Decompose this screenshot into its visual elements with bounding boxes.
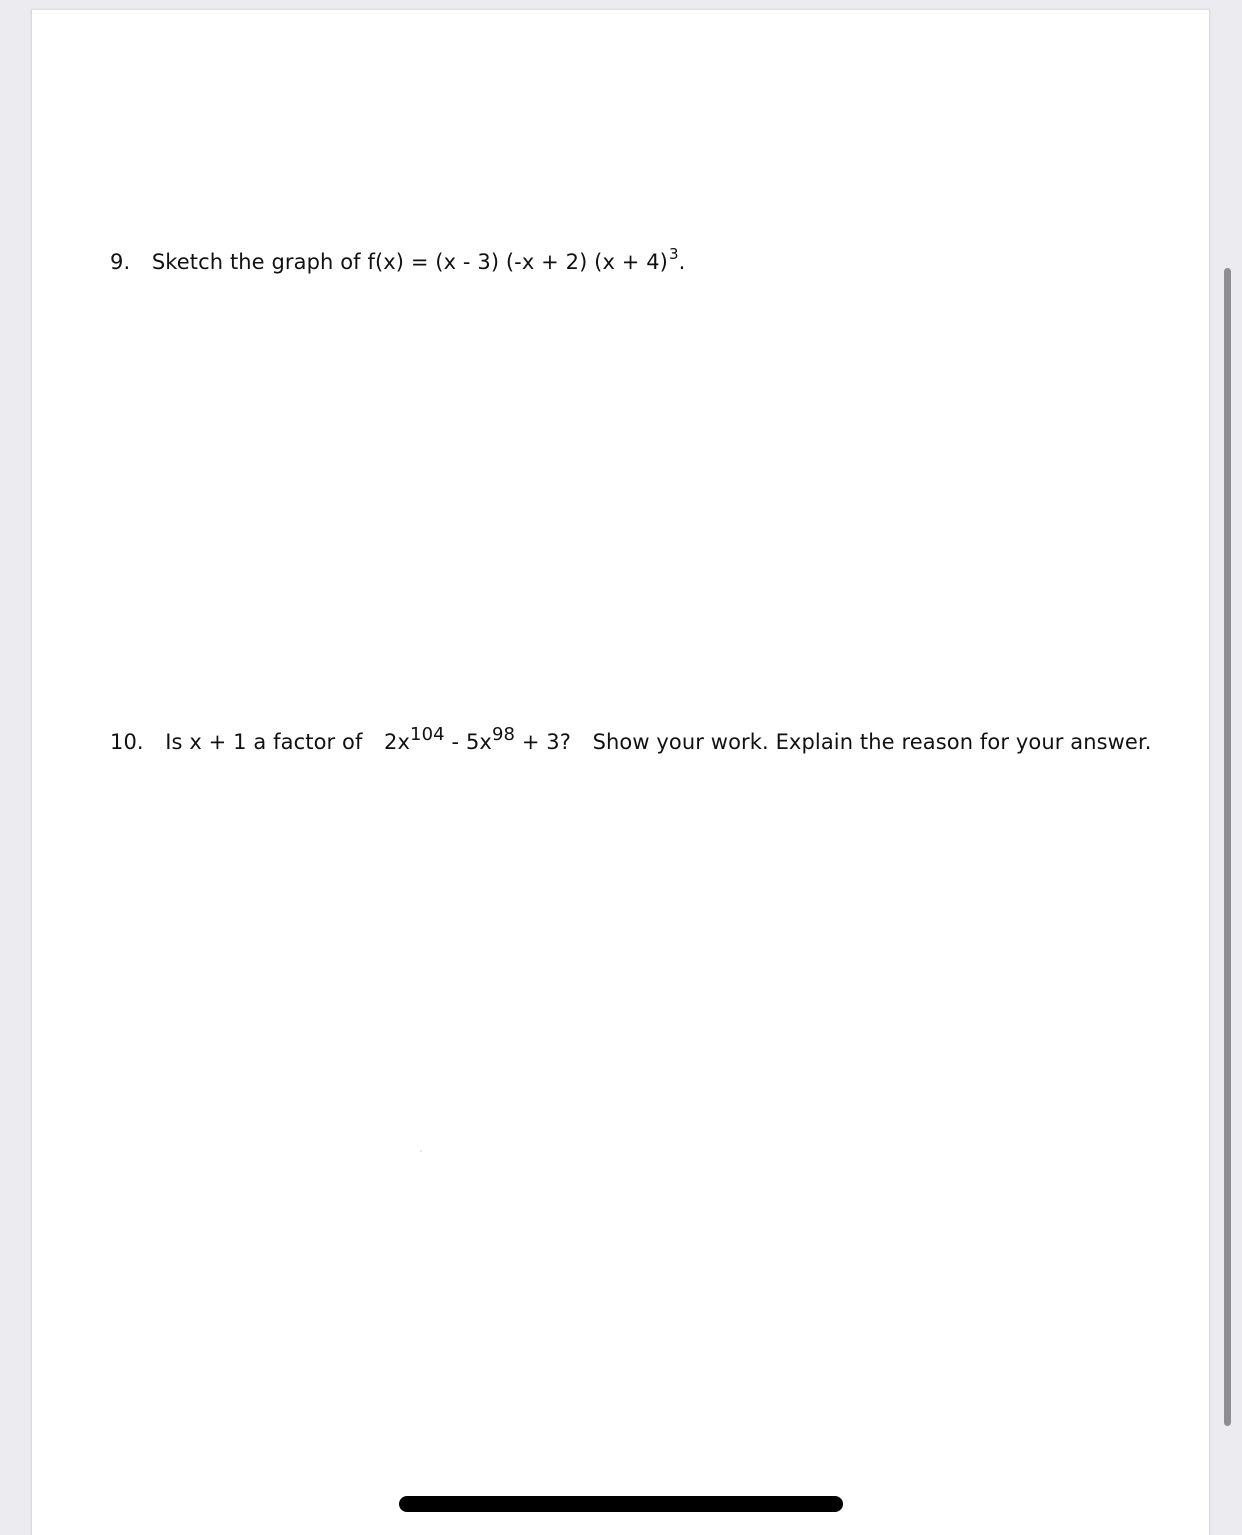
question-instruction: Show your work. Explain the reason for your answer.: [592, 730, 1152, 754]
question-number: 9.: [110, 250, 131, 274]
exponent-104: 104: [410, 724, 445, 745]
polynomial-term-1: 2x: [384, 730, 411, 754]
question-text: Sketch the graph of: [151, 250, 361, 274]
page-edge-line: [1232, 22, 1233, 1535]
vertical-scrollbar[interactable]: [1224, 268, 1231, 1426]
scan-speck: [420, 1150, 422, 1152]
polynomial-term-3: + 3?: [515, 730, 571, 754]
question-number: 10.: [110, 730, 144, 754]
function-expression: f(x) = (x - 3) (-x + 2) (x + 4): [367, 250, 668, 274]
polynomial-term-2: - 5x: [444, 730, 492, 754]
question-9: [110, 245, 686, 274]
exponent-98: 98: [491, 724, 516, 745]
exponent: 3: [668, 245, 679, 263]
home-indicator[interactable]: [399, 1496, 843, 1512]
question-end: .: [678, 250, 686, 274]
question-10: [110, 724, 1152, 754]
document-page: [31, 9, 1210, 1535]
question-text: Is x + 1 a factor of: [165, 730, 363, 754]
